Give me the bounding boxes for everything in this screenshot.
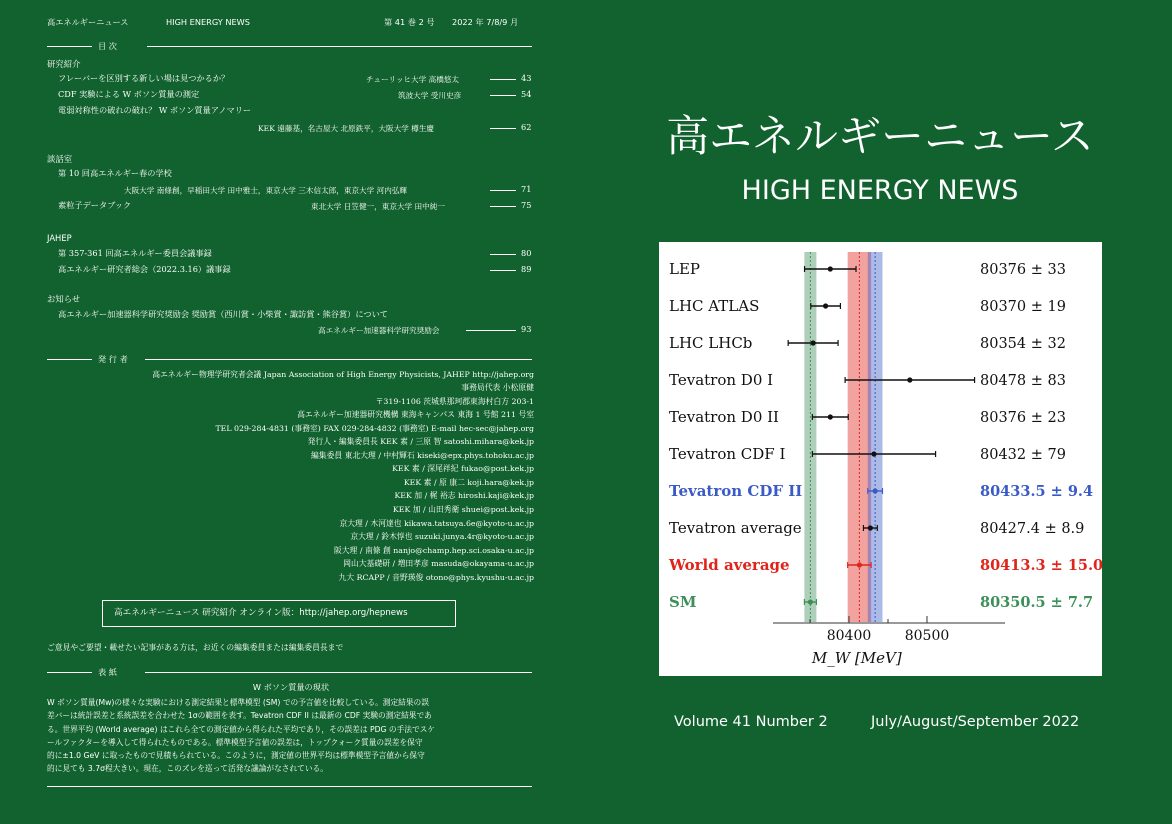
publisher-line: KEK 素 / 深尾祥紀 fukao@post.kek.jp (392, 464, 534, 473)
point-tevatron-cdf-ii (873, 488, 878, 493)
cover-heading: 表 紙 (98, 667, 117, 677)
publisher-line: 編集委員 東北大理 / 中村輝石 kiseki@epx.phys.tohoku.ac.jp (311, 451, 534, 460)
cover-description (47, 696, 435, 776)
chart-value-world-average: 80413.3 ± 15.0 (980, 557, 1102, 574)
toc-item-authors: チューリッヒ大学 高橋悠太 (366, 75, 460, 84)
publisher-line: 事務局代表 小松原健 (461, 383, 534, 392)
cover-line: ールファクターを導入して得られたものである。標準模型予言値の誤差は，トップクォーク質量の誤差を保守 (47, 737, 423, 747)
publisher-line: 京大理 / 鈴木惇也 suzuki.junya.4r@kyoto-u.ac.jp (350, 532, 534, 541)
cover-line: る。世界平均 (World average) はこれら全ての測定値から得られた平均であり，その誤差は PDG の手法でスケ (47, 724, 436, 734)
publisher-line: 京大理 / 木河達也 kikawa.tatsuya.6e@kyoto-u.ac.jp (339, 519, 534, 528)
chart-label-lhc-atlas: LHC ATLAS (669, 297, 760, 315)
issue-period: July/August/September 2022 (871, 714, 1080, 730)
header-title-jp: 高エネルギーニュース (47, 17, 129, 27)
point-lhc-lhcb (811, 340, 816, 345)
x-axis-label: M_W [MeV] (811, 649, 902, 667)
chart-value-tevatron-average: 80427.4 ± 8.9 (980, 521, 1085, 537)
toc-item-page: 80 (521, 248, 532, 258)
point-tevatron-d0-i (907, 377, 912, 382)
publisher-line: KEK 素 / 原 康二 koji.hara@kek.jp (403, 478, 534, 487)
point-tevatron-average (868, 525, 873, 530)
header-title-en: HIGH ENERGY NEWS (166, 17, 250, 27)
toc-item-title[interactable]: 電弱対称性の破れの破れ？ W ボソン質量アノマリー (58, 105, 252, 115)
right-title-jp: 高エネルギーニュース (666, 112, 1094, 162)
toc-section-danwashitsu: 談話室 (47, 154, 73, 164)
toc-item-page: 54 (521, 89, 532, 99)
toc-section-kenkyu: 研究紹介 (47, 59, 81, 69)
cover-line: 的に見ても 3.7σ程大きい。現在，このズレを巡って活発な議論がなされている。 (47, 764, 328, 774)
chart-label-tevatron-d0-i: Tevatron D0 I (669, 371, 774, 389)
chart-label-lhc-lhcb: LHC LHCb (669, 334, 753, 352)
toc-item-page: 89 (521, 264, 532, 274)
toc-leader (490, 95, 516, 96)
chart-value-tevatron-d0-i: 80478 ± 83 (980, 373, 1066, 389)
wmass-chart-svg (659, 242, 1102, 676)
cover-line: 的に±1.0 GeV に取ったもので見積もられている。このように，測定値の世界平均は標準模型予言値から保守 (47, 751, 425, 761)
toc-leader (490, 254, 516, 255)
header-issue: 第 41 巻 2 号 (384, 17, 435, 27)
point-world-average (857, 562, 862, 567)
toc-rule-left (47, 46, 92, 47)
publisher-line: 岡山大基礎研 / 増田孝彦 masuda@okayama-u.ac.jp (343, 559, 534, 568)
chart-value-lhc-lhcb: 80354 ± 32 (980, 336, 1066, 352)
toc-rule-right (147, 46, 532, 47)
toc-item-page: 43 (521, 73, 532, 83)
toc-item-title[interactable]: フレーバーを区別する新しい場は見つかるか？ (58, 73, 230, 83)
chart-label-tevatron-cdf-i: Tevatron CDF I (669, 445, 786, 463)
toc-item-title[interactable]: 第 10 回高エネルギー春の学校 (58, 168, 172, 178)
point-lhc-atlas (823, 303, 828, 308)
right-title-en: HIGH ENERGY NEWS (741, 175, 1019, 206)
toc-leader (490, 206, 516, 207)
publisher-line: 発行人・編集委員長 KEK 素 / 三原 智 satoshi.mihara@kek.jp (307, 437, 534, 446)
publisher-line: 阪大理 / 南條 創 nanjo@champ.hep.sci.osaka-u.ac.jp (333, 546, 534, 555)
cover-line: 差バーは統計誤差と系統誤差を合わせた 1σの範囲を表す。Tevatron CDF II は最新の CDF 実験の測定結果であ (47, 711, 432, 721)
publisher-line: KEK 加 / 梶 裕志 hiroshi.kaji@kek.jp (394, 491, 534, 500)
toc-leader (490, 128, 516, 129)
chart-label-tevatron-cdf-ii: Tevatron CDF II (669, 482, 803, 500)
cover-bottom-rule (47, 786, 532, 787)
point-tevatron-d0-ii (828, 414, 833, 419)
toc-item-authors: 高エネルギー加速器科学研究奨励会 (318, 326, 440, 335)
toc-heading: 目 次 (98, 41, 117, 51)
publisher-line: 高エネルギー加速器研究機構 東海キャンパス 東海 1 号館 211 号室 (297, 410, 534, 419)
toc-item-title[interactable]: 第 357-361 回高エネルギー委員会議事録 (58, 248, 212, 258)
cover-line: W ボソン質量(Mw)の様々な実験における測定結果と標準模型 (SM) での予言値を比較している。測定結果の誤 (47, 698, 429, 707)
toc-item-title[interactable]: 高エネルギー研究者総会（2022.3.16）議事録 (58, 264, 231, 274)
point-lep (828, 266, 833, 271)
toc-item-title[interactable]: CDF 実験による W ボソン質量の測定 (58, 89, 200, 99)
toc-item-page: 62 (521, 122, 532, 132)
toc-leader (490, 190, 516, 191)
toc-item-authors: 筑波大学 受川史彦 (398, 91, 462, 100)
toc-section-jahep: JAHEP (47, 233, 72, 243)
publisher-rule-left (47, 359, 92, 360)
toc-item-page: 93 (521, 324, 532, 334)
publisher-rule-right (145, 359, 532, 360)
chart-label-sm: SM (669, 593, 697, 611)
toc-item-title[interactable]: 高エネルギー加速器科学研究奨励会 奨励賞（西川賞・小柴賞・諏訪賞・熊谷賞）について (58, 309, 388, 319)
toc-item-page: 75 (521, 200, 532, 210)
chart-label-tevatron-d0-ii: Tevatron D0 II (669, 408, 779, 426)
chart-value-tevatron-d0-ii: 80376 ± 23 (980, 410, 1066, 426)
chart-value-tevatron-cdf-ii: 80433.5 ± 9.4 (980, 483, 1094, 500)
chart-value-sm: 80350.5 ± 7.7 (980, 594, 1094, 611)
toc-section-oshirase: お知らせ (47, 294, 81, 304)
chart-value-tevatron-cdf-i: 80432 ± 79 (980, 447, 1066, 463)
cover-title: W ボソン質量の現状 (252, 682, 330, 692)
cover-rule-left (47, 672, 92, 673)
publisher-line: TEL 029-284-4831 (事務室) FAX 029-284-4832 (事務室) E-mail hec-sec@jahep.org (215, 424, 534, 433)
toc-item-authors: KEK 遠藤基，名古屋大 北原鉄平，大阪大学 樽生慶 (258, 124, 435, 133)
toc-item-authors: 東北大学 日笠健一，東京大学 田中純一 (311, 202, 445, 211)
toc-leader (466, 330, 516, 331)
chart-label-tevatron-average: Tevatron average (669, 519, 802, 537)
point-tevatron-cdf-i (871, 451, 876, 456)
publisher-heading: 発 行 者 (98, 354, 128, 364)
toc-leader (490, 79, 516, 80)
chart-value-lep: 80376 ± 33 (980, 262, 1066, 278)
wmass-chart (659, 242, 1102, 676)
toc-leader (490, 270, 516, 271)
publisher-line: KEK 加 / 山田秀衛 shuei@post.kek.jp (392, 505, 534, 514)
chart-label-lep: LEP (669, 260, 701, 278)
volume-number: Volume 41 Number 2 (674, 714, 828, 730)
online-version-box[interactable]: 高エネルギーニュース 研究紹介 オンライン版：http://jahep.org/hepnews (102, 600, 456, 627)
publisher-line: 〒319-1106 茨城県那珂郡東海村白方 203-1 (375, 397, 534, 406)
toc-item-authors: 大阪大学 南條創，早稲田大学 田中雅士，東京大学 三木信太郎，東京大学 河内弘輝 (124, 186, 408, 195)
point-sm (808, 599, 813, 604)
publisher-line: 高エネルギー物理学研究者会議 Japan Association of High Energy Physicists, JAHEP http://jahep.org (152, 370, 534, 379)
feedback-notice: ご意見やご要望・載せたい記事がある方は，お近くの編集委員または編集委員長まで (47, 643, 344, 652)
header-date: 2022 年 7/8/9 月 (452, 17, 519, 27)
toc-item-page: 71 (521, 184, 532, 194)
cover-rule-right (145, 672, 532, 673)
toc-item-title[interactable]: 素粒子データブック (58, 200, 132, 210)
x-tick-label-80400: 80400 (826, 628, 872, 644)
x-tick-label-80500: 80500 (904, 628, 950, 644)
chart-label-world-average: World average (669, 556, 790, 574)
chart-value-lhc-atlas: 80370 ± 19 (980, 299, 1066, 315)
publisher-line: 九大 RCAPP / 音野瑛俊 otono@phys.kyushu-u.ac.jp (338, 573, 534, 582)
